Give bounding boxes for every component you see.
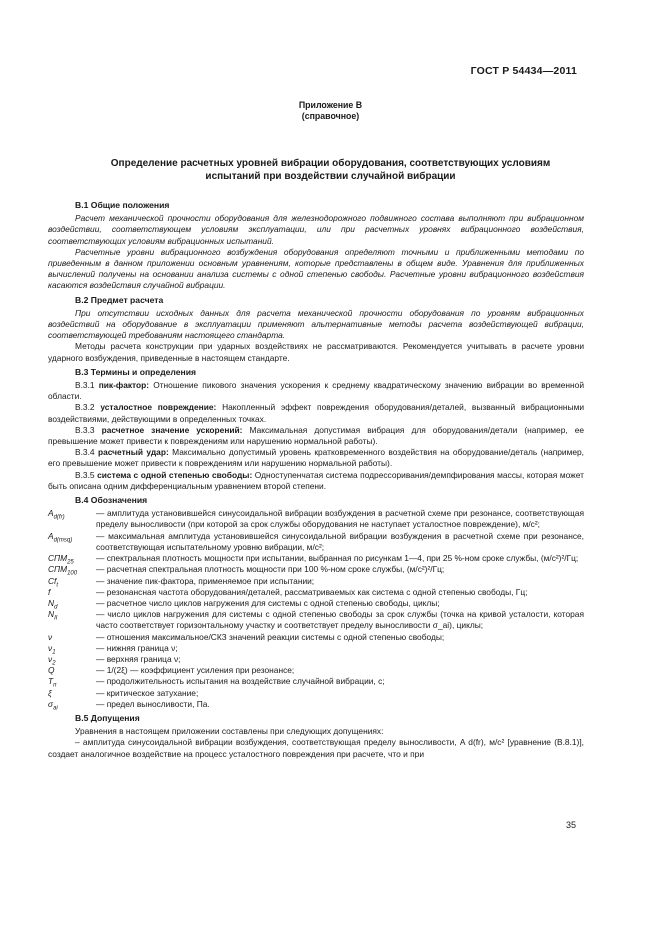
symbol-base: T [48,676,54,687]
symbol [48,609,96,631]
symbol-subscript: п [53,683,57,689]
section-heading: В.4 Обозначения [75,495,148,506]
term-text: Максимально допустимый уровень кратковременного воздействия на оборудование/деталь (например, его превышение может привести к повреждениям или нарушению нормальной работы). [48,447,584,469]
symbol-row [48,643,584,654]
symbol-description: — нижняя граница ν; [96,642,178,653]
symbol-subscript: 100 [67,570,78,577]
symbol-description: — критическое затухание; [96,687,199,698]
symbol-base: ξ [48,687,52,698]
term-name: пик-фактор: [98,380,150,391]
symbol-subscript: t [56,582,59,589]
symbol-base: σ [48,698,54,709]
symbol-subscript: d(fr) [53,514,65,521]
paragraph: – амплитуда синусоидальной вибрации возбуждения, соответствующая пределу выносливости, A d(fr), м/с² [уравнение (В.8.1)], создает аналогичное воздействие на процесс усталостного повреждения при расчете, что и при [48,737,584,759]
symbol-base: ν [48,642,53,653]
page-number: 35 [565,820,576,830]
symbol-subscript: 25 [67,559,74,566]
term-definition [48,425,584,447]
appendix-title: Приложение В [298,100,363,110]
symbol [48,576,96,587]
symbol [48,508,96,530]
symbol [48,643,96,654]
symbol-description: — расчетное число циклов нагружения для системы с одной степенью свободы, циклы; [96,597,440,608]
term-definition [48,402,584,424]
paragraph: При отсутствии исходных данных для расчета механической прочности оборудования по уровням вибрационных воздействий на оборудование в эксплуатации применяют альтернативные методы расчета воздействующей вибрации, соответствующей требованиям настоящего стандарта. [48,307,584,341]
term-number: В.3.1 [75,380,95,391]
symbol-row [48,688,584,699]
section-heading: В.3 Термины и определения [75,366,197,377]
paragraph: Методы расчета конструкции при ударных воздействиях не рассматриваются. Рекомендуется учитывать в расчете уровни ударного возбуждения, приведенные в настоящем стандарте. [48,341,584,363]
symbol-description: — верхняя граница ν; [96,653,181,664]
symbol-base: N [48,597,55,608]
symbol-base: Cf [48,575,57,586]
symbol [48,553,96,564]
symbol-subscript: d(msq) [53,537,73,544]
symbol-row [48,508,584,530]
symbol-subscript: II [54,615,58,622]
symbol-row [48,654,584,665]
symbol-description: — расчетная спектральная плотность мощности при 100 %-ном сроке службы, (м/с²)²/Гц; [96,564,445,575]
symbol-row [48,587,584,598]
term-definition [48,447,584,469]
section-heading: В.2 Предмет расчета [75,294,164,305]
term-definition [48,470,584,492]
symbol-description: — значение пик-фактора, применяемое при испытании; [96,575,315,586]
symbol-description: — 1/(2ξ) — коэффициент усиления при резонансе; [96,665,295,676]
symbol-base: ν [48,631,53,642]
symbol-row [48,676,584,687]
symbol-row [48,564,584,575]
term-text: Одноступенчатая система подрессоривания/демпфирования массы, которая может быть описана одним дифференциальным уравнением второй степени. [48,469,584,491]
term-number: В.3.2 [75,402,95,413]
term-number: В.3.3 [75,424,95,435]
symbol [48,531,96,553]
symbol-row [48,553,584,564]
symbol [48,688,96,699]
standard-number: ГОСТ Р 54434—2011 [470,65,577,77]
document-body [48,200,584,760]
paragraph: Расчет механической прочности оборудования для железнодорожного подвижного состава выполняют при вибрационном воздействии, соответствующем условиям эксплуатации, или при расчетных уровнях вибрационного воздействия, соответствующих условиям вибрационных испытаний. [48,213,584,246]
title-line-2: испытаний при воздействии случайной вибрации [205,171,456,182]
paragraph: Уравнения в настоящем приложении составлены при следующих допущениях: [75,726,384,737]
section-heading: В.1 Общие положения [75,200,170,210]
appendix-label [0,100,661,122]
symbol [48,564,96,575]
term-number: В.3.5 [75,469,95,480]
term-name: система с одной степенью свободы: [97,469,253,480]
symbol-base: A [48,530,54,541]
term-name: расчетный удар: [97,447,169,458]
title-line-1: Определение расчетных уровней вибрации оборудования, соответствующих условиям [110,158,551,169]
symbol-row [48,665,584,676]
symbol-row [48,699,584,710]
term-definition [48,380,584,402]
symbols-list [48,508,584,710]
symbol-description: — предел выносливости, Па. [96,698,210,709]
symbol-description: — отношения максимальное/СКЗ значений реакции системы с одной степенью свободы; [96,631,445,642]
symbol [48,699,96,710]
symbol-base: f [48,586,51,597]
symbol-subscript: 2 [52,660,56,667]
term-text: Максимальная допустимая вибрация для оборудования/детали (например, ее превышение может привести к повреждениям или нарушению нормальной работы). [48,424,585,447]
symbol-base: Q [48,665,55,676]
symbol-row [48,609,584,631]
symbol-row [48,598,584,609]
symbol-subscript: ai [53,705,58,712]
term-number: В.3.4 [75,447,95,458]
symbol-description: — максимальная амплитуда установившейся синусоидальной вибрации возбуждения в расчетной схеме при резонансе, соответствующая испытательному уровню вибрации, м/с²; [96,530,584,552]
symbol-base: СПМ [48,553,68,564]
document-title [60,157,601,183]
symbol-base: A [48,508,54,519]
term-name: расчетное значение ускорений: [101,424,243,435]
symbol-row [48,632,584,643]
symbol-description: — спектральная плотность мощности при испытании, выбранная по рисункам 1—4, при 25 %-ном сроке службы, (м/с²)²/Гц; [96,553,579,564]
symbol [48,598,96,609]
section-heading: В.5 Допущения [75,712,140,723]
symbol [48,665,96,676]
symbol [48,632,96,643]
symbol-base: N [48,609,55,620]
symbol [48,654,96,665]
term-name: усталостное повреждение: [100,402,217,413]
symbol-row [48,531,584,553]
term-text: Отношение пикового значения ускорения к среднему квадратическому значению вибрации во временной области. [48,380,584,402]
symbol-description: — продолжительность испытания на воздействие случайной вибрации, с; [96,676,385,687]
term-text: Накопленный эффект повреждения оборудования/деталей, вызванный вибрационными воздействиями, действующими в определенных точках. [48,402,585,424]
symbol-description: — число циклов нагружения для системы с одной степенью свободы за срок службы (точка на кривой усталости, которая часто соответствует горизонтальному участку и соответствует пределу выносливости σ_ai), циклы; [96,609,584,631]
symbol [48,587,96,598]
symbol [48,676,96,687]
paragraph: Расчетные уровни вибрационного возбуждения оборудования определяют точными и приближенными методами по приведенным в данном приложении основным уравнениям, которые представлены в общем виде. Уравнения для приближенных вычислений получены на основании анализа системы с одной степенью свободы. Расчетные уровни вибрационного воздействия касаются воздействия случайной вибрации. [48,246,584,291]
symbol-row [48,576,584,587]
symbol-base: ν [48,653,53,664]
symbol-description: — резонансная частота оборудования/деталей, рассматриваемых как система с одной степенью свободы, Гц; [96,586,528,597]
appendix-type: (справочное) [301,111,360,121]
symbol-subscript: 1 [52,649,56,656]
symbol-subscript: d [54,604,58,611]
symbol-base: СПМ [48,564,68,575]
symbol-description: — амплитуда установившейся синусоидальной вибрации возбуждения в расчетной схеме при резонансе, соответствующая пределу выносливости (при которой за срок службы оборудования не наступает усталостное повреждение), м/с²; [96,508,584,530]
